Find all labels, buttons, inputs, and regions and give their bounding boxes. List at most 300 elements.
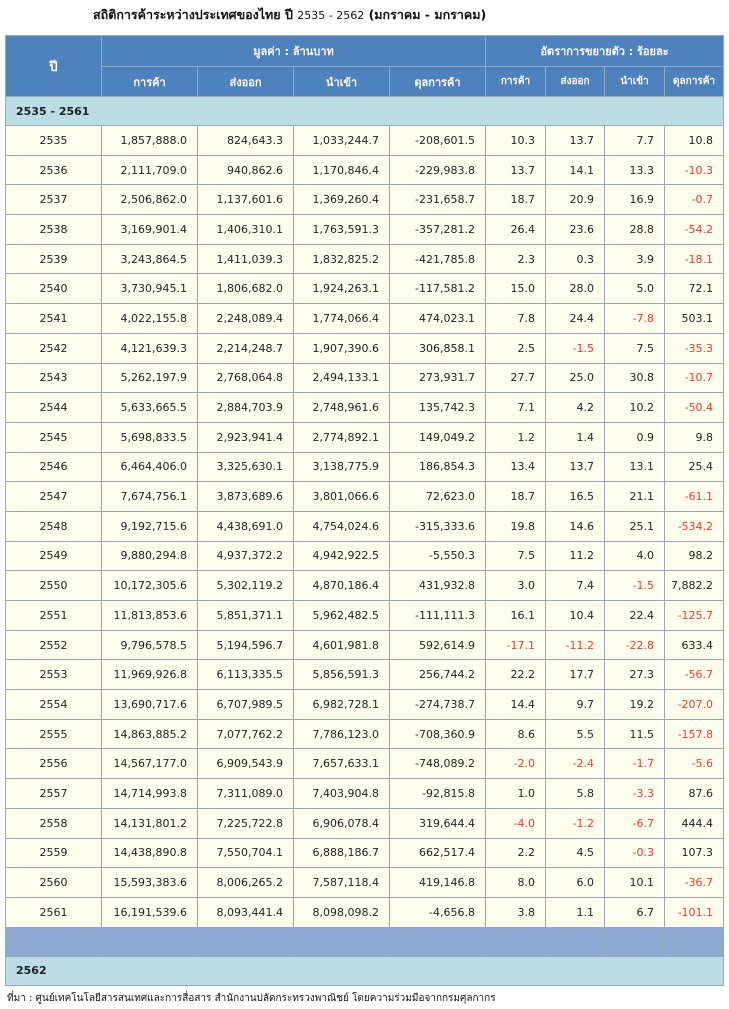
cell-year: 2541	[6, 304, 102, 334]
table-row	[6, 304, 724, 334]
table-row	[6, 719, 724, 749]
cell-balance: -117,581.2	[390, 274, 486, 304]
cell-trade-growth: 22.2	[486, 660, 546, 690]
cell-export: 1,411,039.3	[198, 244, 294, 274]
cell-trade: 15,593,383.6	[102, 868, 198, 898]
cell-export: 7,311,089.0	[198, 779, 294, 809]
cell-import: 6,888,186.7	[294, 838, 390, 868]
cell-trade-growth: -4.0	[486, 808, 546, 838]
cell-balance-growth: -207.0	[665, 690, 724, 720]
cell-year: 2557	[6, 779, 102, 809]
cell-import-growth: 28.8	[605, 215, 665, 245]
cell-balance: 149,049.2	[390, 422, 486, 452]
cell-import: 6,906,078.4	[294, 808, 390, 838]
cell-import: 1,033,244.7	[294, 126, 390, 156]
blank-cell	[102, 927, 198, 956]
cell-export: 6,909,543.9	[198, 749, 294, 779]
cell-export: 3,873,689.6	[198, 482, 294, 512]
blank-cell	[605, 927, 665, 956]
cell-trade: 5,698,833.5	[102, 422, 198, 452]
cell-year: 2542	[6, 333, 102, 363]
cell-import-growth: 11.5	[605, 719, 665, 749]
cell-trade-growth: 26.4	[486, 215, 546, 245]
cell-year: 2547	[6, 482, 102, 512]
cell-balance-growth: -10.3	[665, 155, 724, 185]
cell-export-growth: 4.5	[546, 838, 605, 868]
cell-trade: 9,880,294.8	[102, 541, 198, 571]
cell-export-growth: 1.4	[546, 422, 605, 452]
cell-export: 7,077,762.2	[198, 719, 294, 749]
cell-import-growth: 27.3	[605, 660, 665, 690]
cell-balance: -748,089.2	[390, 749, 486, 779]
title-years: 2535 - 2562	[297, 9, 365, 22]
cell-export-growth: 17.7	[546, 660, 605, 690]
cell-balance-growth: -534.2	[665, 511, 724, 541]
header-value-trade: การค้า	[102, 67, 198, 97]
cell-import: 4,601,981.8	[294, 630, 390, 660]
table-row	[6, 452, 724, 482]
cell-balance: -4,656.8	[390, 897, 486, 927]
cell-export: 5,851,371.1	[198, 601, 294, 631]
cell-balance-growth: 444.4	[665, 808, 724, 838]
cell-trade-growth: 7.8	[486, 304, 546, 334]
cell-export-growth: 10.4	[546, 601, 605, 631]
cell-trade-growth: 19.8	[486, 511, 546, 541]
cell-balance: 306,858.1	[390, 333, 486, 363]
table-row	[6, 333, 724, 363]
blank-cell	[6, 927, 102, 956]
cell-export: 6,113,335.5	[198, 660, 294, 690]
cell-import: 4,942,922.5	[294, 541, 390, 571]
cell-import-growth: 30.8	[605, 363, 665, 393]
cell-import: 1,369,260.4	[294, 185, 390, 215]
cell-year: 2561	[6, 897, 102, 927]
cell-balance: 474,023.1	[390, 304, 486, 334]
cell-balance-growth: 503.1	[665, 304, 724, 334]
cell-balance: -229,983.8	[390, 155, 486, 185]
cell-year: 2540	[6, 274, 102, 304]
cell-export-growth: 28.0	[546, 274, 605, 304]
cell-import: 8,098,098.2	[294, 897, 390, 927]
cell-year: 2549	[6, 541, 102, 571]
section-row-2535-2561	[6, 97, 724, 126]
blank-cell	[198, 927, 294, 956]
cell-import-growth: -7.8	[605, 304, 665, 334]
cell-import: 2,748,961.6	[294, 393, 390, 423]
cell-trade-growth: 14.4	[486, 690, 546, 720]
cell-import: 4,870,186.4	[294, 571, 390, 601]
cell-export-growth: 0.3	[546, 244, 605, 274]
table-row	[6, 244, 724, 274]
cell-trade: 7,674,756.1	[102, 482, 198, 512]
cell-balance: -92,815.8	[390, 779, 486, 809]
cell-import-growth: -1.5	[605, 571, 665, 601]
cell-trade-growth: 13.4	[486, 452, 546, 482]
cell-export: 8,006,265.2	[198, 868, 294, 898]
cell-balance-growth: 7,882.2	[665, 571, 724, 601]
blank-cell	[486, 927, 546, 956]
cell-balance: -208,601.5	[390, 126, 486, 156]
cell-trade-growth: 16.1	[486, 601, 546, 631]
cell-year: 2538	[6, 215, 102, 245]
table-row	[6, 422, 724, 452]
cell-export-growth: -1.5	[546, 333, 605, 363]
cell-balance: 273,931.7	[390, 363, 486, 393]
cell-export-growth: 6.0	[546, 868, 605, 898]
table-row	[6, 393, 724, 423]
cell-balance-growth: -36.7	[665, 868, 724, 898]
cell-year: 2559	[6, 838, 102, 868]
cell-export-growth: -11.2	[546, 630, 605, 660]
table-row	[6, 868, 724, 898]
cell-export-growth: 25.0	[546, 363, 605, 393]
header-value-balance: ดุลการค้า	[390, 67, 486, 97]
cell-balance-growth: 10.8	[665, 126, 724, 156]
cell-export: 2,884,703.9	[198, 393, 294, 423]
cell-balance: -111,111.3	[390, 601, 486, 631]
table-row	[6, 779, 724, 809]
cell-export: 1,806,682.0	[198, 274, 294, 304]
cell-year: 2546	[6, 452, 102, 482]
section-label: 2562	[6, 956, 724, 985]
cell-balance: 186,854.3	[390, 452, 486, 482]
cell-import-growth: 0.9	[605, 422, 665, 452]
cell-balance-growth: -61.1	[665, 482, 724, 512]
cell-trade-growth: -17.1	[486, 630, 546, 660]
cell-import: 7,403,904.8	[294, 779, 390, 809]
cell-balance-growth: 25.4	[665, 452, 724, 482]
cell-year: 2558	[6, 808, 102, 838]
cell-balance-growth: 107.3	[665, 838, 724, 868]
cell-trade: 1,857,888.0	[102, 126, 198, 156]
cell-import: 2,494,133.1	[294, 363, 390, 393]
cell-export: 2,923,941.4	[198, 422, 294, 452]
header-value-import: นำเข้า	[294, 67, 390, 97]
blank-cell	[390, 927, 486, 956]
cell-export: 2,768,064.8	[198, 363, 294, 393]
cell-trade: 14,714,993.8	[102, 779, 198, 809]
blank-cell	[665, 927, 724, 956]
cell-year: 2548	[6, 511, 102, 541]
table-row	[6, 690, 724, 720]
cell-balance: -315,333.6	[390, 511, 486, 541]
cell-balance-growth: 9.8	[665, 422, 724, 452]
cell-balance: 592,614.9	[390, 630, 486, 660]
cell-trade: 3,243,864.5	[102, 244, 198, 274]
source-note: ที่มา : ศูนย์เทคโนโลยีสารสนเทศและการสื่อสาร สำนักงานปลัดกระทรวงพาณิชย์ โดยความร่วมมือจากกรมศุลกากร	[7, 993, 496, 1004]
cell-balance: -274,738.7	[390, 690, 486, 720]
section-row-2562	[6, 956, 724, 985]
blank-cell	[294, 927, 390, 956]
table-row	[6, 363, 724, 393]
cell-import: 3,138,775.9	[294, 452, 390, 482]
cell-trade-growth: 18.7	[486, 482, 546, 512]
cell-year: 2554	[6, 690, 102, 720]
cell-export-growth: 11.2	[546, 541, 605, 571]
cell-import-growth: 19.2	[605, 690, 665, 720]
title-period: (มกราคม - มกราคม)	[368, 7, 487, 22]
cell-balance: 662,517.4	[390, 838, 486, 868]
cell-trade-growth: 2.5	[486, 333, 546, 363]
cell-export: 8,093,441.4	[198, 897, 294, 927]
cell-export: 7,550,704.1	[198, 838, 294, 868]
cell-export-growth: 7.4	[546, 571, 605, 601]
cell-export: 3,325,630.1	[198, 452, 294, 482]
cell-year: 2555	[6, 719, 102, 749]
cell-balance-growth: 72.1	[665, 274, 724, 304]
cell-balance-growth: -157.8	[665, 719, 724, 749]
header-value-export: ส่งออก	[198, 67, 294, 97]
cell-import-growth: -0.3	[605, 838, 665, 868]
cell-import: 7,786,123.0	[294, 719, 390, 749]
cell-export-growth: 5.5	[546, 719, 605, 749]
cell-trade: 5,633,665.5	[102, 393, 198, 423]
cell-import-growth: 13.3	[605, 155, 665, 185]
trade-statistics-table	[5, 35, 724, 986]
cell-export-growth: 5.8	[546, 779, 605, 809]
cell-trade-growth: 8.6	[486, 719, 546, 749]
cell-balance: 431,932.8	[390, 571, 486, 601]
cell-trade: 13,690,717.6	[102, 690, 198, 720]
table-row	[6, 838, 724, 868]
cell-import-growth: 16.9	[605, 185, 665, 215]
table-row	[6, 808, 724, 838]
cell-year: 2553	[6, 660, 102, 690]
cell-year: 2544	[6, 393, 102, 423]
cell-trade: 16,191,539.6	[102, 897, 198, 927]
cell-import: 1,832,825.2	[294, 244, 390, 274]
cell-balance: -5,550.3	[390, 541, 486, 571]
cell-trade-growth: 3.8	[486, 897, 546, 927]
cell-trade-growth: 13.7	[486, 155, 546, 185]
cell-year: 2545	[6, 422, 102, 452]
cell-export: 4,438,691.0	[198, 511, 294, 541]
cell-balance-growth: -125.7	[665, 601, 724, 631]
cell-export-growth: 20.9	[546, 185, 605, 215]
cell-trade: 14,567,177.0	[102, 749, 198, 779]
cell-trade: 4,121,639.3	[102, 333, 198, 363]
cell-year: 2537	[6, 185, 102, 215]
cell-export-growth: -1.2	[546, 808, 605, 838]
cell-import: 3,801,066.6	[294, 482, 390, 512]
cell-year: 2543	[6, 363, 102, 393]
table-row	[6, 155, 724, 185]
cell-trade: 6,464,406.0	[102, 452, 198, 482]
header-growth-group: อัตราการขยายตัว : ร้อยละ	[486, 36, 724, 67]
cell-import: 1,774,066.4	[294, 304, 390, 334]
cell-export: 7,225,722.8	[198, 808, 294, 838]
cell-import-growth: -22.8	[605, 630, 665, 660]
cell-export-growth: 9.7	[546, 690, 605, 720]
cell-export: 824,643.3	[198, 126, 294, 156]
cell-trade-growth: 18.7	[486, 185, 546, 215]
cell-trade: 10,172,305.6	[102, 571, 198, 601]
cell-balance-growth: -35.3	[665, 333, 724, 363]
cell-import-growth: 5.0	[605, 274, 665, 304]
cell-import-growth: -3.3	[605, 779, 665, 809]
cell-import: 1,763,591.3	[294, 215, 390, 245]
header-value-group: มูลค่า : ล้านบาท	[102, 36, 486, 67]
cell-year: 2539	[6, 244, 102, 274]
cell-balance-growth: 633.4	[665, 630, 724, 660]
cell-balance: 256,744.2	[390, 660, 486, 690]
header-growth-import: นำเข้า	[605, 67, 665, 97]
header-growth-balance: ดุลการค้า	[665, 67, 724, 97]
cell-balance: 319,644.4	[390, 808, 486, 838]
table-row	[6, 601, 724, 631]
cell-trade: 2,506,862.0	[102, 185, 198, 215]
cell-trade-growth: 7.1	[486, 393, 546, 423]
table-row	[6, 630, 724, 660]
cell-balance-growth: -101.1	[665, 897, 724, 927]
cell-import: 7,587,118.4	[294, 868, 390, 898]
cell-balance-growth: 98.2	[665, 541, 724, 571]
cell-export-growth: 24.4	[546, 304, 605, 334]
blank-row	[6, 927, 724, 956]
cell-trade-growth: 15.0	[486, 274, 546, 304]
cell-trade: 11,969,926.8	[102, 660, 198, 690]
cell-trade-growth: 8.0	[486, 868, 546, 898]
cell-trade-growth: 27.7	[486, 363, 546, 393]
cell-import: 6,982,728.1	[294, 690, 390, 720]
table-row	[6, 571, 724, 601]
cell-export: 5,302,119.2	[198, 571, 294, 601]
cell-export: 2,214,248.7	[198, 333, 294, 363]
table-row	[6, 215, 724, 245]
cell-import-growth: 25.1	[605, 511, 665, 541]
cell-year: 2550	[6, 571, 102, 601]
cell-trade-growth: 2.2	[486, 838, 546, 868]
cell-import-growth: 10.1	[605, 868, 665, 898]
table-row	[6, 541, 724, 571]
table-row	[6, 749, 724, 779]
cell-import-growth: 10.2	[605, 393, 665, 423]
cell-import-growth: 7.5	[605, 333, 665, 363]
table-row	[6, 511, 724, 541]
cell-export: 1,406,310.1	[198, 215, 294, 245]
cell-trade: 2,111,709.0	[102, 155, 198, 185]
cell-export-growth: 13.7	[546, 126, 605, 156]
cell-export-growth: 4.2	[546, 393, 605, 423]
cell-year: 2556	[6, 749, 102, 779]
cell-trade-growth: 2.3	[486, 244, 546, 274]
cell-trade-growth: 7.5	[486, 541, 546, 571]
cell-import-growth: 13.1	[605, 452, 665, 482]
cell-balance: -357,281.2	[390, 215, 486, 245]
cell-year: 2552	[6, 630, 102, 660]
cell-year: 2535	[6, 126, 102, 156]
cell-balance-growth: -5.6	[665, 749, 724, 779]
cell-trade: 3,730,945.1	[102, 274, 198, 304]
cell-export: 940,862.6	[198, 155, 294, 185]
cell-trade: 3,169,901.4	[102, 215, 198, 245]
blank-cell	[546, 927, 605, 956]
section-label: 2535 - 2561	[6, 97, 724, 126]
cell-export: 1,137,601.6	[198, 185, 294, 215]
cell-export-growth: 1.1	[546, 897, 605, 927]
cell-export-growth: 14.1	[546, 155, 605, 185]
cell-balance: 72,623.0	[390, 482, 486, 512]
cell-trade-growth: -2.0	[486, 749, 546, 779]
cell-balance-growth: -10.7	[665, 363, 724, 393]
header-growth-trade: การค้า	[486, 67, 546, 97]
cell-balance-growth: 87.6	[665, 779, 724, 809]
cell-balance-growth: -0.7	[665, 185, 724, 215]
cell-export-growth: 14.6	[546, 511, 605, 541]
cell-import: 5,856,591.3	[294, 660, 390, 690]
cell-trade: 14,863,885.2	[102, 719, 198, 749]
cell-trade-growth: 1.0	[486, 779, 546, 809]
cell-balance-growth: -54.2	[665, 215, 724, 245]
cell-trade: 5,262,197.9	[102, 363, 198, 393]
cell-trade: 14,131,801.2	[102, 808, 198, 838]
cell-export: 6,707,989.5	[198, 690, 294, 720]
cell-import-growth: 22.4	[605, 601, 665, 631]
cell-trade: 9,796,578.5	[102, 630, 198, 660]
cell-balance: -421,785.8	[390, 244, 486, 274]
cell-import: 4,754,024.6	[294, 511, 390, 541]
cell-balance-growth: -18.1	[665, 244, 724, 274]
cell-balance-growth: -50.4	[665, 393, 724, 423]
cell-trade-growth: 10.3	[486, 126, 546, 156]
cell-year: 2551	[6, 601, 102, 631]
cell-trade: 11,813,853.6	[102, 601, 198, 631]
table-row	[6, 274, 724, 304]
page-title	[93, 5, 486, 25]
cell-import: 5,962,482.5	[294, 601, 390, 631]
cell-balance: 135,742.3	[390, 393, 486, 423]
table-row	[6, 482, 724, 512]
table-row	[6, 126, 724, 156]
header-growth-export: ส่งออก	[546, 67, 605, 97]
cell-year: 2536	[6, 155, 102, 185]
table-row	[6, 897, 724, 927]
cell-import-growth: -1.7	[605, 749, 665, 779]
header-year: ปี	[6, 36, 102, 97]
cell-import-growth: -6.7	[605, 808, 665, 838]
cell-trade: 4,022,155.8	[102, 304, 198, 334]
cell-import-growth: 7.7	[605, 126, 665, 156]
cell-import: 7,657,633.1	[294, 749, 390, 779]
table-row	[6, 660, 724, 690]
cell-export-growth: 16.5	[546, 482, 605, 512]
cell-export-growth: 13.7	[546, 452, 605, 482]
cell-import: 1,170,846.4	[294, 155, 390, 185]
cell-year: 2560	[6, 868, 102, 898]
cell-import: 2,774,892.1	[294, 422, 390, 452]
title-main: สถิติการค้าระหว่างประเทศของไทย ปี	[93, 7, 293, 22]
cell-balance: -708,360.9	[390, 719, 486, 749]
cell-export: 4,937,372.2	[198, 541, 294, 571]
cell-import-growth: 3.9	[605, 244, 665, 274]
cell-trade-growth: 1.2	[486, 422, 546, 452]
cell-import: 1,924,263.1	[294, 274, 390, 304]
table-row	[6, 185, 724, 215]
cell-export-growth: -2.4	[546, 749, 605, 779]
cell-import-growth: 21.1	[605, 482, 665, 512]
cell-export: 2,248,089.4	[198, 304, 294, 334]
cell-trade: 14,438,890.8	[102, 838, 198, 868]
cell-export: 5,194,596.7	[198, 630, 294, 660]
cell-export-growth: 23.6	[546, 215, 605, 245]
cell-import-growth: 4.0	[605, 541, 665, 571]
cell-balance-growth: -56.7	[665, 660, 724, 690]
cell-balance: -231,658.7	[390, 185, 486, 215]
cell-balance: 419,146.8	[390, 868, 486, 898]
cell-import: 1,907,390.6	[294, 333, 390, 363]
cell-import-growth: 6.7	[605, 897, 665, 927]
cell-trade-growth: 3.0	[486, 571, 546, 601]
